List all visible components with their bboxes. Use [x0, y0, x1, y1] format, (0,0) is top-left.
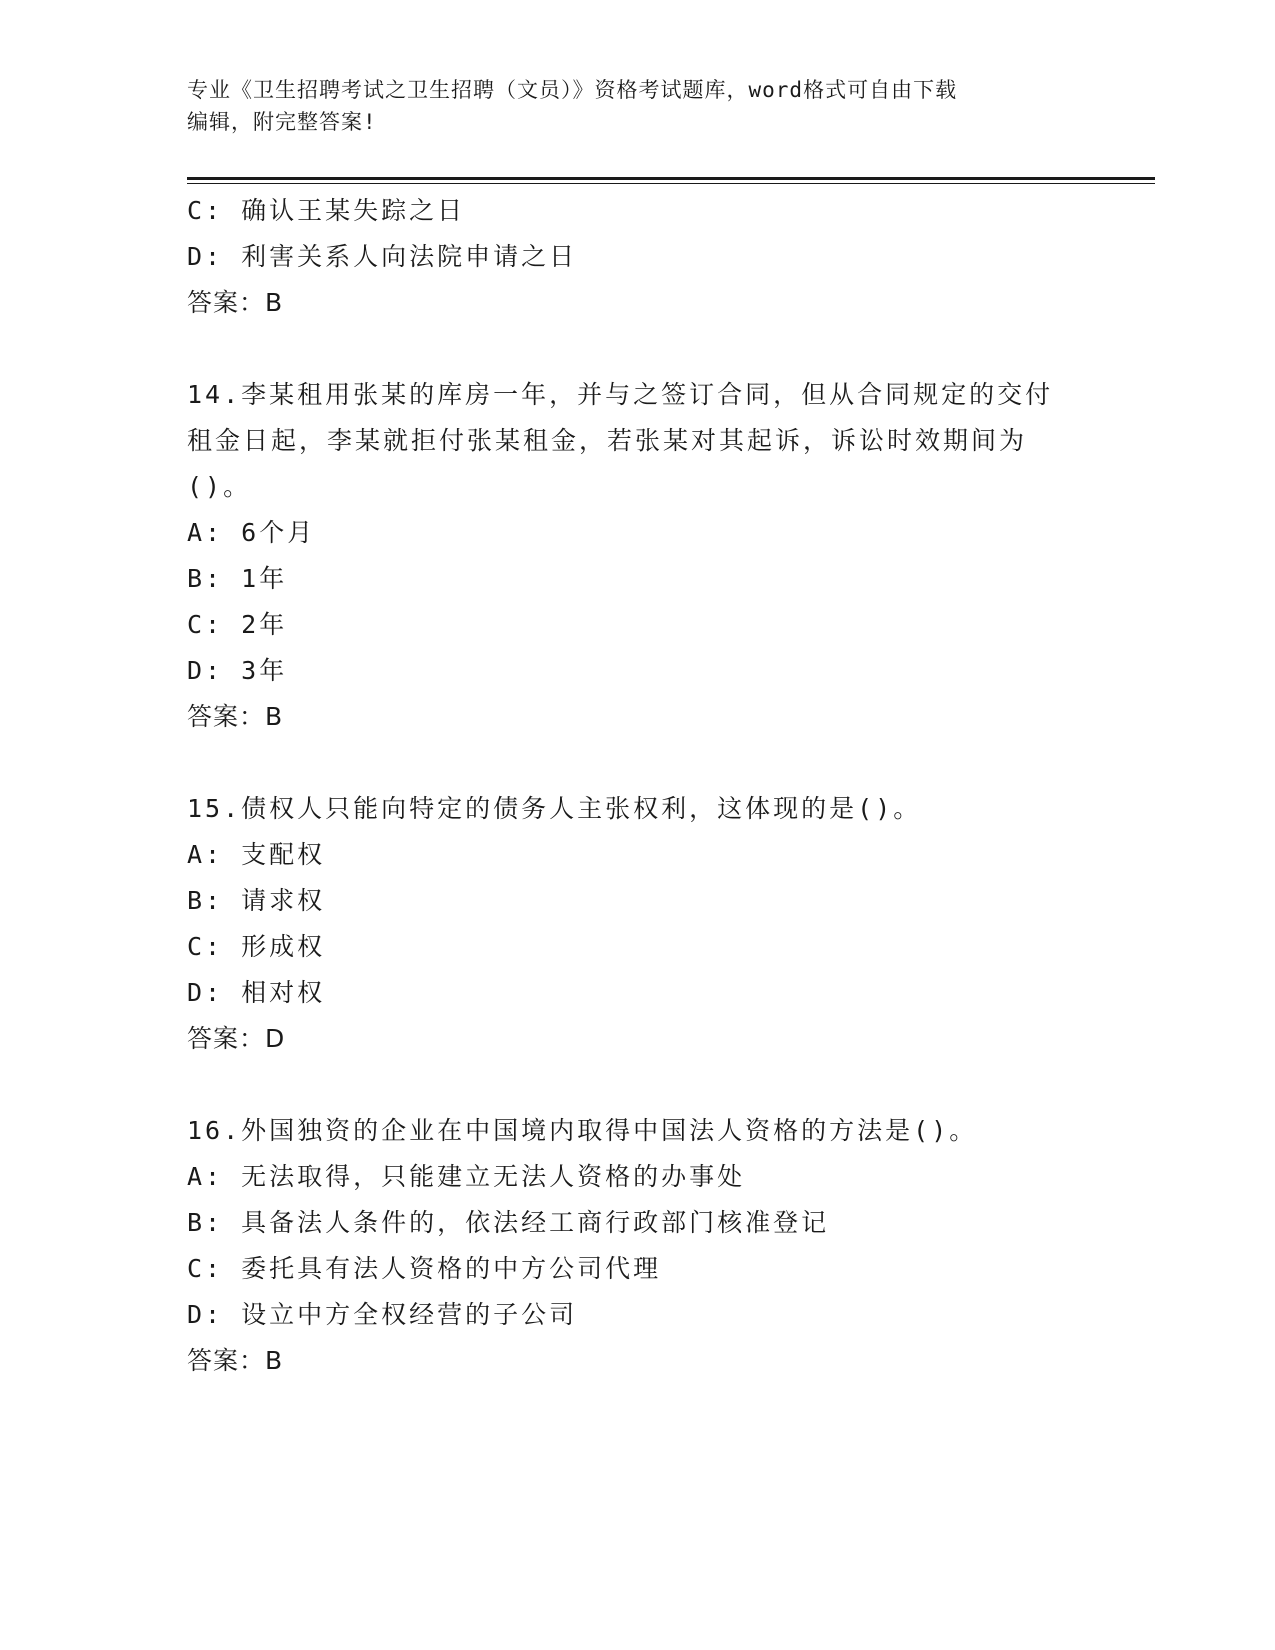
option-c: C: 委托具有法人资格的中方公司代理 [187, 1254, 662, 1283]
header-line-1: 专业《卫生招聘考试之卫生招聘（文员）》资格考试题库，word格式可自由下载 [187, 78, 958, 102]
question-text-line: 租金日起，李某就拒付张某租金，若张某对其起诉，诉讼时效期间为 [187, 426, 1028, 455]
question-text-line: 15.债权人只能向特定的债务人主张权利，这体现的是()。 [187, 794, 922, 823]
question-14 [187, 372, 1087, 740]
option-a: A: 无法取得，只能建立无法人资格的办事处 [187, 1162, 746, 1191]
question-15 [187, 786, 1087, 1062]
option-b: B: 具备法人条件的，依法经工商行政部门核准登记 [187, 1208, 830, 1237]
question-text [187, 786, 1087, 832]
option-b: B: 请求权 [187, 886, 326, 915]
answer-line: 答案：B [187, 288, 284, 317]
question-text-line: ()。 [187, 472, 252, 501]
option-d: D: 利害关系人向法院申请之日 [187, 242, 578, 271]
option-a: A: 6个月 [187, 518, 316, 547]
option-d: D: 3年 [187, 656, 288, 685]
option-b: B: 1年 [187, 564, 288, 593]
header-divider-thick [187, 177, 1155, 180]
option-a: A: 支配权 [187, 840, 326, 869]
header-line-2: 编辑，附完整答案! [187, 110, 377, 134]
previous-question-tail [187, 188, 1087, 326]
answer-line: 答案：D [187, 1024, 286, 1053]
header-divider-thin [187, 183, 1155, 184]
question-text [187, 1108, 1087, 1154]
question-text-line: 14.李某租用张某的库房一年，并与之签订合同，但从合同规定的交付 [187, 380, 1054, 409]
option-d: D: 相对权 [187, 978, 326, 1007]
document-header [187, 74, 1087, 138]
question-list [187, 188, 1087, 1384]
option-c: C: 确认王某失踪之日 [187, 196, 466, 225]
question-16 [187, 1108, 1087, 1384]
answer-line: 答案：B [187, 702, 284, 731]
question-text [187, 372, 1087, 510]
option-c: C: 形成权 [187, 932, 326, 961]
answer-line: 答案：B [187, 1346, 284, 1375]
option-d: D: 设立中方全权经营的子公司 [187, 1300, 578, 1329]
question-text-line: 16.外国独资的企业在中国境内取得中国法人资格的方法是()。 [187, 1116, 978, 1145]
option-c: C: 2年 [187, 610, 288, 639]
